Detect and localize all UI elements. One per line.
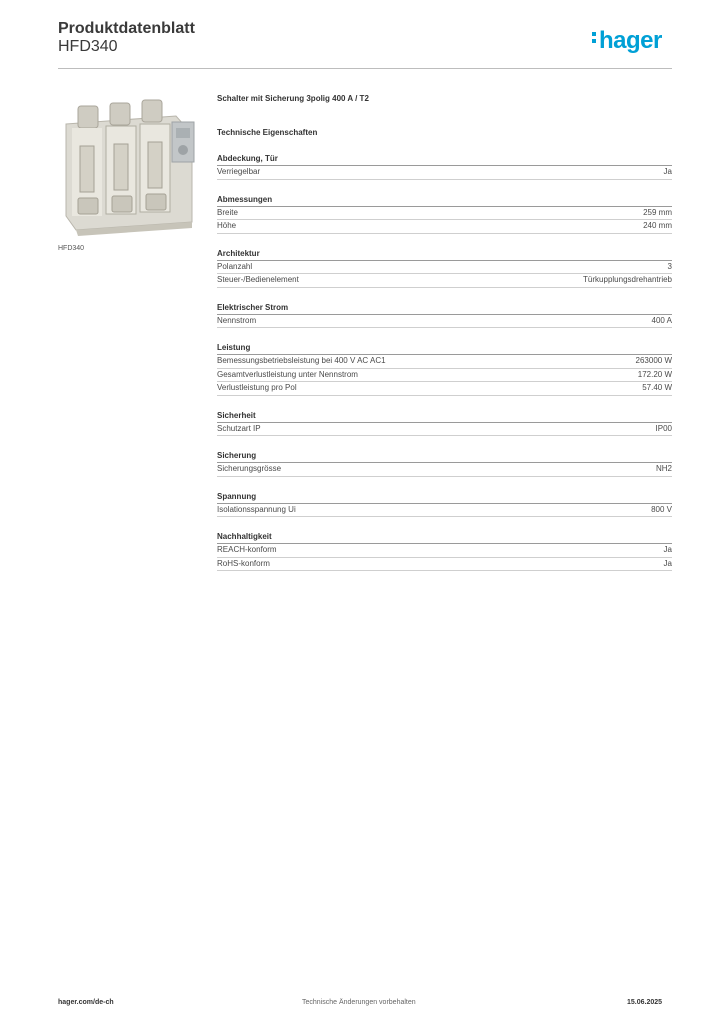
footer-website-link[interactable]: hager.com/de-ch [58,999,114,1006]
property-value: Ja [663,545,672,554]
property-row [217,504,672,518]
property-value: IP00 [655,423,672,433]
property-row [217,220,672,234]
header-divider [58,68,672,69]
group-title: Elektrischer Strom [217,303,672,315]
property-label: Steuer-/Bedienelement [217,275,299,284]
datasheet-content [217,94,672,571]
property-row [217,369,672,383]
property-label: Polanzahl [217,261,253,271]
group-title: Abmessungen [217,195,672,207]
property-value: Ja [663,558,672,568]
property-label: RoHS-konform [217,558,270,568]
property-label: Nennstrom [217,315,257,325]
group-title: Architektur [217,249,672,261]
property-value: 240 mm [643,221,672,230]
property-value: NH2 [655,464,672,473]
property-value: 263000 W [635,356,672,365]
property-value: 259 mm [643,207,672,217]
property-group [217,492,672,518]
property-row [217,274,672,288]
property-label: Schutzart IP [217,423,261,433]
property-row [217,544,672,558]
property-row [217,382,672,396]
footer-date: 15.06.2025 [627,999,663,1006]
page-title: Produktdatenblatt [58,20,195,37]
property-group [217,154,672,180]
logo-text: hager [599,27,662,54]
property-group [217,532,672,571]
property-group [217,411,672,437]
group-title: Nachhaltigkeit [217,532,672,544]
group-title: Spannung [217,492,672,504]
property-group [217,451,672,477]
property-row [217,355,672,369]
property-row [217,558,672,572]
property-row [217,315,672,329]
product-title: Schalter mit Sicherung 3polig 400 A / T2 [217,94,369,103]
property-value: 400 A [651,315,672,325]
property-value: Ja [663,167,672,176]
property-group [217,195,672,234]
group-title: Leistung [217,343,672,355]
property-label: Isolationsspannung Ui [217,504,296,514]
group-title: Sicherung [217,451,672,463]
property-label: Breite [217,207,238,217]
property-label: Höhe [217,221,237,230]
footer-note: Technische Änderungen vorbehalten [302,999,416,1006]
property-value: 57.40 W [642,383,672,392]
property-row [217,463,672,477]
property-group [217,343,672,396]
product-code: HFD340 [58,38,118,55]
property-label: Gesamtverlustleistung unter Nennstrom [217,369,358,379]
property-label: Bemessungsbetriebsleistung bei 400 V AC AC1 [217,356,386,365]
image-caption: HFD340 [58,245,85,252]
property-row [217,261,672,275]
fuse-switch-product-photo-icon [58,94,202,238]
property-value: 3 [667,261,672,271]
property-row [217,166,672,180]
property-value: 800 V [651,504,672,514]
property-label: Verlustleistung pro Pol [217,383,297,392]
logo-dots-icon [592,29,597,46]
property-label: Sicherungsgrösse [217,464,282,473]
hager-logo [592,27,662,55]
group-title: Abdeckung, Tür [217,154,672,166]
property-label: REACH-konform [217,545,277,554]
property-value: 172.20 W [637,369,672,379]
property-group [217,303,672,329]
property-value: Türkupplungsdrehantrieb [583,275,672,284]
property-row [217,423,672,437]
product-image [58,94,202,238]
property-row [217,207,672,221]
section-title: Technische Eigenschaften [217,128,318,137]
group-title: Sicherheit [217,411,672,423]
property-label: Verriegelbar [217,167,261,176]
property-group [217,249,672,288]
